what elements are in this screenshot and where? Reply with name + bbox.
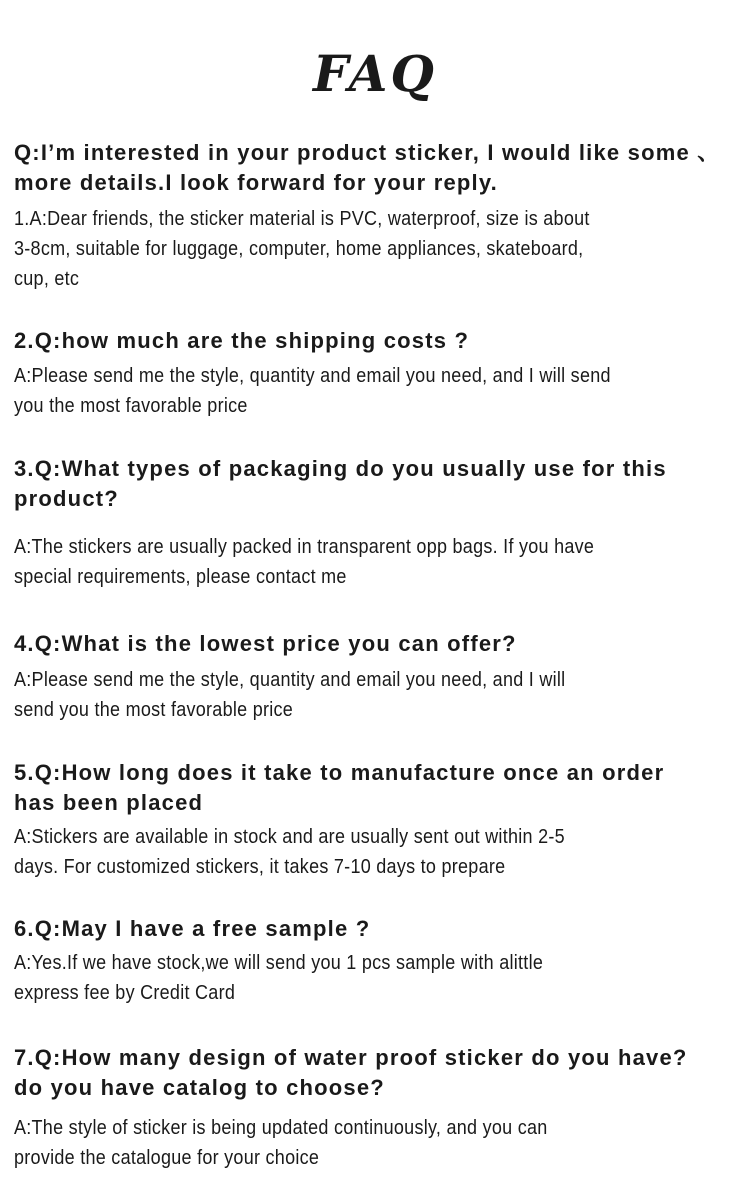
faq-question: 6.Q:May I have a free sample ? <box>14 916 371 941</box>
page-title: FAQ <box>313 44 437 103</box>
faq-question: 2.Q:how much are the shipping costs ? <box>14 328 470 353</box>
faq-item <box>14 454 742 592</box>
faq-answer: A:Yes.If we have stock,we will send you 1 pcs sample with alittle express fee by Credit Card <box>14 952 544 1004</box>
faq-question: 7.Q:How many design of water proof sticker do you have? do you have catalog to choose? <box>14 1045 688 1100</box>
faq-question: 4.Q:What is the lowest price you can offer? <box>14 631 517 656</box>
faq-question: 5.Q:How long does it take to manufacture once an order has been placed <box>14 760 665 815</box>
faq-answer: A:Stickers are available in stock and are usually sent out within 2-5 days. For customized stickers, it takes 7-10 days to prepare <box>14 826 565 878</box>
faq-item <box>14 326 742 421</box>
faq-answer: A:Please send me the style, quantity and email you need, and I will send you the most favorable price <box>14 669 566 721</box>
faq-answer: A:Please send me the style, quantity and email you need, and I will send you the most favorable price <box>14 365 611 417</box>
faq-answer: 1.A:Dear friends, the sticker material is PVC, waterproof, size is about 3-8cm, suitable for luggage, computer, home appliances, skateboard, cup, etc <box>14 208 590 290</box>
faq-item <box>14 914 742 1008</box>
faq-answer: A:The style of sticker is being updated continuously, and you can provide the catalogue for your choice <box>14 1117 548 1169</box>
faq-item <box>14 1043 742 1173</box>
faq-item <box>14 758 742 882</box>
faq-item <box>14 138 742 294</box>
faq-item <box>14 629 742 725</box>
faq-answer: A:The stickers are usually packed in transparent opp bags. If you have special requirements, please contact me <box>14 536 595 588</box>
faq-question: Q:I’m interested in your product sticker, I would like some 、 more details.I look forward for your reply. <box>14 140 721 195</box>
faq-question: 3.Q:What types of packaging do you usually use for this product? <box>14 456 667 511</box>
